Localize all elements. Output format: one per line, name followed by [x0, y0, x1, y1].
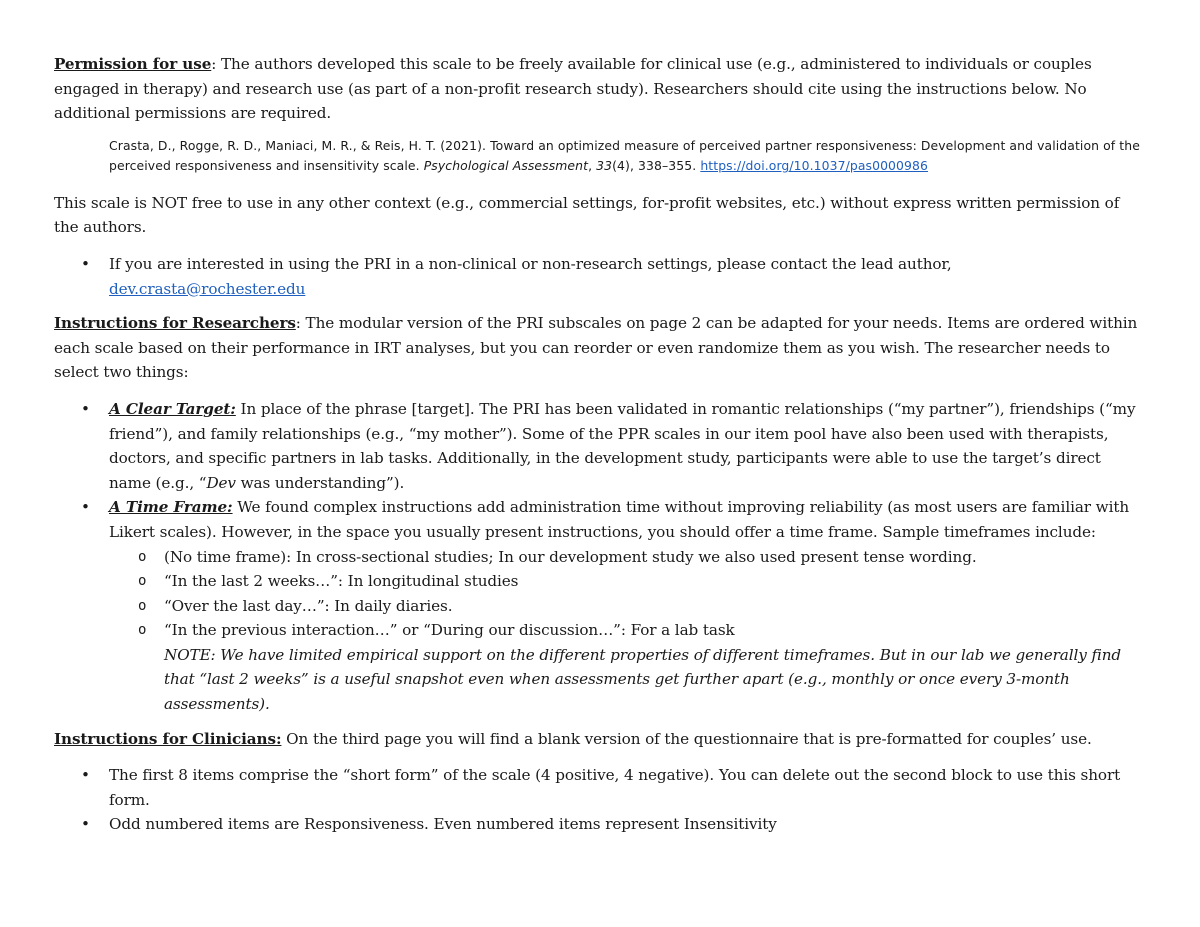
sub-bullet-marker: o — [138, 597, 147, 614]
clinicians-heading: Instructions for Clinicians: — [54, 729, 282, 748]
timeframe-item-text: “Over the last day…”: In daily diaries. — [164, 596, 453, 615]
citation — [109, 136, 1140, 177]
researchers-heading: Instructions for Researchers — [54, 314, 296, 333]
citation-volume: 33 — [596, 158, 613, 174]
timeframe-label: A Time Frame: — [109, 498, 233, 517]
sub-bullet-marker: o — [138, 622, 147, 639]
sub-list-item — [109, 569, 1140, 594]
clinicians-item-text: Odd numbered items are Responsiveness. Even numbered items represent Insensitivity — [109, 815, 777, 834]
citation-doi-link[interactable]: https://doi.org/10.1037/pas0000986 — [700, 158, 928, 174]
timeframe-item-text: (No time frame): In cross-sectional studies; In our development study we also used present tense wording. — [164, 547, 977, 566]
citation-journal: Psychological Assessment — [423, 158, 589, 174]
bullet-marker: • — [81, 815, 90, 834]
target-name: Dev — [206, 473, 236, 492]
sub-bullet-marker: o — [138, 548, 147, 565]
sub-list-item — [109, 618, 1140, 716]
timeframe-note: NOTE: We have limited empirical support on the different properties of different timeframes. But in our lab we generally find that “last 2 weeks” is a useful snapshot even when assessments get further apart (e.g., monthly or once every 3-month assessments). — [164, 645, 1122, 714]
timeframe-item-text: “In the last 2 weeks…”: In longitudinal studies — [164, 572, 519, 591]
contact-list — [54, 252, 1140, 301]
permission-text: : The authors developed this scale to be freely available for clinical use (e.g., administered to individuals or couples engaged in therapy) and research use (as part of a non-profit research study). Researchers should cite using the instructions below. No additional permissions are required. — [54, 55, 1092, 123]
contact-email-link[interactable]: dev.crasta@rochester.edu — [109, 279, 306, 298]
clinicians-item-text: The first 8 items comprise the “short form” of the scale (4 positive, 4 negative). You can delete out the second block to use this short form. — [109, 766, 1121, 809]
permission-heading: Permission for use — [54, 55, 212, 73]
target-label: A Clear Target: — [109, 399, 236, 418]
clinicians-text: On the third page you will find a blank version of the questionnaire that is pre-formatted for couples’ use. — [281, 729, 1092, 748]
target-text-post: was understanding”). — [235, 473, 405, 492]
clinicians-paragraph — [54, 727, 1140, 752]
citation-authors: Crasta, D., Rogge, R. D., Maniaci, M. R., & Reis, H. T. (2021). Toward an optimized measure of perceived partner responsiveness: Development and validation of the perceived responsiveness and insensitivity scale. — [109, 137, 1140, 174]
citation-issue-pages: (4), 338–355. — [612, 158, 701, 174]
timeframe-text: We found complex instructions add administration time without improving reliability (as most users are familiar with Likert scales). However, in the space you usually present instructions, you should offer a time frame. Sample timeframes include: — [109, 498, 1130, 541]
target-text-pre: In place of the phrase [target]. The PRI has been validated in romantic relationships (“my partner”), friendships (“my friend”), and family relationships (e.g., “my mother”). Some of the PPR scales in our item pool have also been used with therapists, doctors, and specific partners in lab tasks. Additionally, in the development study, participants were able to use the target’s direct name (e.g., “ — [109, 399, 1136, 492]
sub-list-item — [109, 545, 1140, 570]
document-page — [54, 52, 1140, 837]
list-item — [54, 252, 1140, 301]
list-item-timeframe — [54, 495, 1140, 716]
list-item-target — [54, 397, 1140, 495]
permission-paragraph — [54, 52, 1140, 126]
bullet-marker: • — [81, 766, 90, 785]
sub-list-item — [109, 594, 1140, 619]
bullet-marker: • — [81, 498, 90, 517]
bullet-marker: • — [81, 399, 90, 418]
contact-text: If you are interested in using the PRI in a non-clinical or non-research settings, please contact the lead author, — [109, 254, 952, 273]
notfree-paragraph: This scale is NOT free to use in any other context (e.g., commercial settings, for-profit websites, etc.) without express written permission of the authors. — [54, 193, 1120, 237]
clinicians-list — [54, 763, 1140, 837]
researchers-list — [54, 397, 1140, 717]
citation-sep: , — [588, 158, 597, 174]
list-item — [54, 763, 1140, 812]
researchers-text: : The modular version of the PRI subscales on page 2 can be adapted for your needs. Items are ordered within each scale based on their performance in IRT analyses, but you can reorder or even randomize them as you wish. The researcher needs to select two things: — [54, 314, 1138, 382]
bullet-marker: • — [81, 254, 90, 273]
sub-bullet-marker: o — [138, 573, 147, 590]
timeframe-sublist — [109, 545, 1140, 717]
list-item — [54, 812, 1140, 837]
timeframe-item-text: “In the previous interaction…” or “During our discussion…”: For a lab task — [164, 621, 735, 640]
researchers-paragraph — [54, 311, 1140, 385]
